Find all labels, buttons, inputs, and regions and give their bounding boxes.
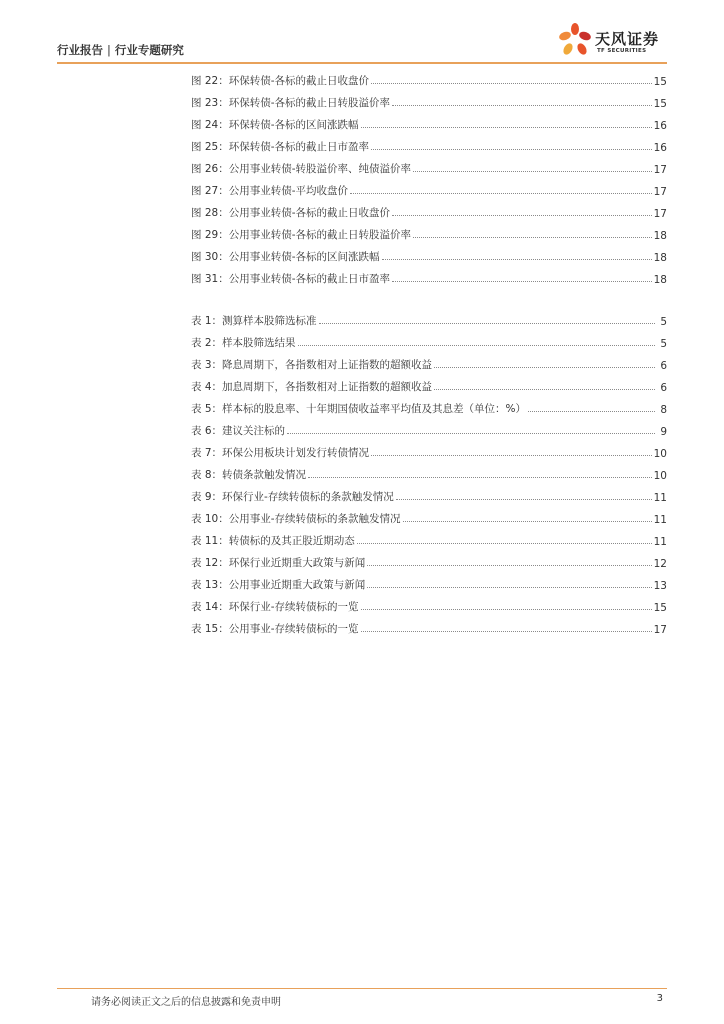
dot-leader bbox=[357, 543, 652, 544]
toc-entry-page: 16 bbox=[653, 142, 667, 154]
toc-entry-label: 图 24：环保转债-各标的区间涨跌幅 bbox=[191, 119, 359, 131]
toc-entry[interactable] bbox=[191, 198, 667, 220]
toc-entry-page: 10 bbox=[653, 470, 667, 482]
toc-entry-page: 12 bbox=[653, 558, 667, 570]
toc-entry-label: 图 26：公用事业转债-转股溢价率、纯债溢价率 bbox=[191, 163, 411, 175]
toc-entry-page: 6 bbox=[660, 360, 667, 372]
dot-leader bbox=[367, 565, 651, 566]
toc-entry-label: 表 9：环保行业-存续转债标的条款触发情况 bbox=[191, 491, 394, 503]
dot-leader bbox=[396, 499, 652, 500]
dot-leader bbox=[367, 587, 651, 588]
dot-leader bbox=[361, 609, 652, 610]
toc-entry[interactable] bbox=[191, 242, 667, 264]
toc-entry[interactable] bbox=[191, 482, 667, 504]
dot-leader bbox=[413, 171, 652, 172]
toc-entry[interactable] bbox=[191, 394, 667, 416]
company-logo bbox=[557, 22, 667, 60]
dot-leader bbox=[392, 215, 652, 216]
dot-leader bbox=[319, 323, 655, 324]
table-list bbox=[191, 306, 667, 636]
dot-leader bbox=[434, 389, 655, 390]
toc-entry-page: 5 bbox=[660, 316, 667, 328]
toc-entry-page: 13 bbox=[653, 580, 667, 592]
toc-entry-page: 11 bbox=[653, 536, 667, 548]
toc-entry-page: 17 bbox=[653, 164, 667, 176]
toc-entry-page: 17 bbox=[653, 624, 667, 636]
toc-entry-page: 10 bbox=[653, 448, 667, 460]
toc-entry[interactable] bbox=[191, 154, 667, 176]
toc-entry[interactable] bbox=[191, 264, 667, 286]
dot-leader bbox=[371, 455, 652, 456]
toc-entry[interactable] bbox=[191, 526, 667, 548]
toc-entry-page: 15 bbox=[653, 76, 667, 88]
section-gap bbox=[191, 286, 667, 306]
toc-entry[interactable] bbox=[191, 88, 667, 110]
toc-entry-label: 图 28：公用事业转债-各标的截止日收盘价 bbox=[191, 207, 390, 219]
logo-text-cn: 天风证券 bbox=[595, 30, 660, 48]
toc-entry-label: 图 29：公用事业转债-各标的截止日转股溢价率 bbox=[191, 229, 411, 241]
toc-entry[interactable] bbox=[191, 614, 667, 636]
dot-leader bbox=[350, 193, 652, 194]
dot-leader bbox=[413, 237, 652, 238]
toc-entry-page: 17 bbox=[653, 186, 667, 198]
toc-entry-page: 17 bbox=[653, 208, 667, 220]
dot-leader bbox=[403, 521, 652, 522]
toc-entry[interactable] bbox=[191, 548, 667, 570]
toc-entry[interactable] bbox=[191, 592, 667, 614]
report-subtype: 行业专题研究 bbox=[114, 43, 184, 57]
dot-leader bbox=[287, 433, 655, 434]
toc-entry[interactable] bbox=[191, 220, 667, 242]
toc-entry[interactable] bbox=[191, 306, 667, 328]
toc-entry[interactable] bbox=[191, 132, 667, 154]
header-divider bbox=[57, 62, 667, 64]
toc-entry-label: 表 15：公用事业-存续转债标的一览 bbox=[191, 623, 359, 635]
toc-entry-label: 图 30：公用事业转债-各标的区间涨跌幅 bbox=[191, 251, 380, 263]
toc-entry-page: 5 bbox=[660, 338, 667, 350]
logo-flower-icon bbox=[557, 22, 593, 60]
footer-disclaimer: 请务必阅读正文之后的信息披露和免责申明 bbox=[91, 997, 281, 1008]
toc-entry-label: 表 12：环保行业近期重大政策与新闻 bbox=[191, 557, 366, 569]
toc-entry-label: 图 22：环保转债-各标的截止日收盘价 bbox=[191, 75, 369, 87]
toc-entry-label: 表 3：降息周期下，各指数相对上证指数的超额收益 bbox=[191, 359, 433, 371]
toc-entry-label: 表 1：测算样本股筛选标准 bbox=[191, 315, 317, 327]
toc-entry[interactable] bbox=[191, 416, 667, 438]
toc-entry-label: 表 2：样本股筛选结果 bbox=[191, 337, 296, 349]
toc-entry-page: 6 bbox=[660, 382, 667, 394]
toc-entry-label: 表 14：环保行业-存续转债标的一览 bbox=[191, 601, 359, 613]
toc-entry-page: 8 bbox=[660, 404, 667, 416]
dot-leader bbox=[392, 281, 652, 282]
page-number: 3 bbox=[656, 993, 663, 1004]
toc-entry[interactable] bbox=[191, 66, 667, 88]
report-type: 行业报告 bbox=[57, 43, 103, 57]
page-header bbox=[57, 22, 667, 62]
toc-entry-label: 表 5：样本标的股息率、十年期国债收益率平均值及其息差（单位：%） bbox=[191, 403, 526, 415]
toc-entry-label: 图 23：环保转债-各标的截止日转股溢价率 bbox=[191, 97, 390, 109]
dot-leader bbox=[298, 345, 655, 346]
logo-text-en: TF SECURITIES bbox=[597, 48, 647, 54]
toc-entry-page: 16 bbox=[653, 120, 667, 132]
toc-entry-label: 表 6：建议关注标的 bbox=[191, 425, 286, 437]
toc-entry-label: 表 10：公用事业-存续转债标的条款触发情况 bbox=[191, 513, 401, 525]
report-category bbox=[57, 42, 184, 58]
dot-leader bbox=[434, 367, 655, 368]
dot-leader bbox=[361, 631, 652, 632]
footer-divider bbox=[57, 988, 667, 989]
dot-leader bbox=[371, 149, 652, 150]
toc-entry[interactable] bbox=[191, 570, 667, 592]
toc-entry[interactable] bbox=[191, 504, 667, 526]
dot-leader bbox=[361, 127, 652, 128]
toc-entry[interactable] bbox=[191, 350, 667, 372]
toc-entry-label: 表 13：公用事业近期重大政策与新闻 bbox=[191, 579, 366, 591]
toc-entry-label: 图 25：环保转债-各标的截止日市盈率 bbox=[191, 141, 369, 153]
toc-entry-page: 11 bbox=[653, 514, 667, 526]
toc-entry-label: 表 11：转债标的及其正股近期动态 bbox=[191, 535, 355, 547]
toc-entry-page: 18 bbox=[653, 230, 667, 242]
toc-entry-page: 9 bbox=[660, 426, 667, 438]
dot-leader bbox=[371, 83, 652, 84]
dot-leader bbox=[308, 477, 652, 478]
toc-entry-page: 18 bbox=[653, 274, 667, 286]
table-of-contents bbox=[191, 66, 667, 636]
toc-entry-page: 11 bbox=[653, 492, 667, 504]
toc-entry[interactable] bbox=[191, 110, 667, 132]
toc-entry-label: 表 4：加息周期下，各指数相对上证指数的超额收益 bbox=[191, 381, 433, 393]
dot-leader bbox=[528, 411, 655, 412]
toc-entry[interactable] bbox=[191, 372, 667, 394]
figure-list bbox=[191, 66, 667, 286]
toc-entry-page: 15 bbox=[653, 602, 667, 614]
toc-entry-label: 表 8：转债条款触发情况 bbox=[191, 469, 307, 481]
toc-entry-label: 图 27：公用事业转债-平均收盘价 bbox=[191, 185, 348, 197]
toc-entry[interactable] bbox=[191, 460, 667, 482]
toc-entry[interactable] bbox=[191, 328, 667, 350]
toc-entry-label: 表 7：环保公用板块计划发行转债情况 bbox=[191, 447, 370, 459]
header-separator: | bbox=[107, 43, 111, 57]
toc-entry-page: 18 bbox=[653, 252, 667, 264]
toc-entry[interactable] bbox=[191, 176, 667, 198]
dot-leader bbox=[392, 105, 652, 106]
toc-entry-label: 图 31：公用事业转债-各标的截止日市盈率 bbox=[191, 273, 390, 285]
toc-entry-page: 15 bbox=[653, 98, 667, 110]
toc-entry[interactable] bbox=[191, 438, 667, 460]
dot-leader bbox=[382, 259, 652, 260]
